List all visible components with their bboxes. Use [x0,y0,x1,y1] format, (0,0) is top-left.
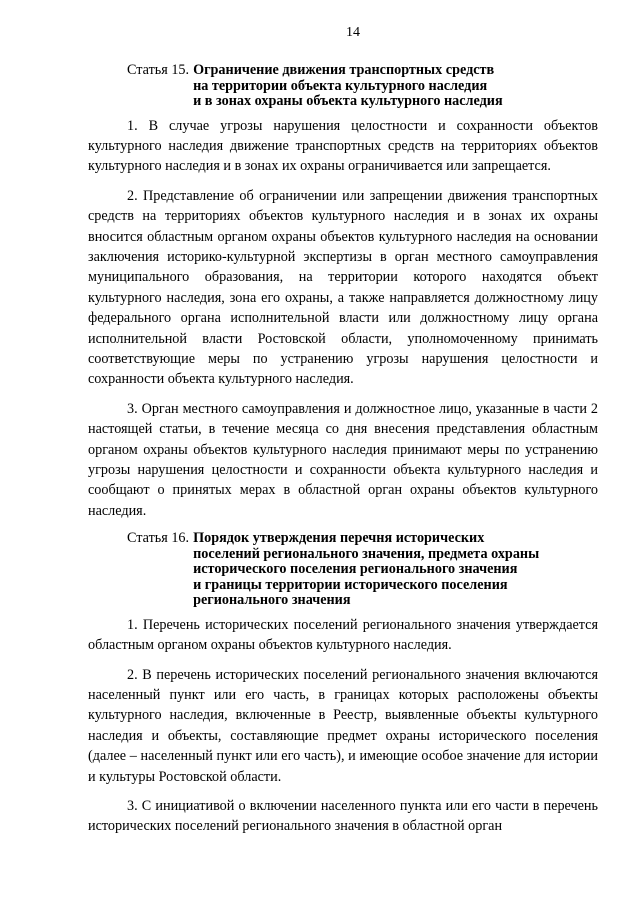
article-15-title [193,63,598,110]
article-16-heading [88,531,598,609]
article-16-title [193,531,598,609]
article-16-title-line: и границы территории исторического поселения [193,576,508,593]
article-16-title-line: Порядок утверждения перечня исторических [193,530,485,547]
page-number: 14 [346,25,360,40]
article-16-paragraph-1: 1. Перечень исторических поселений регионального значения утверждается областным органом охраны объектов культурного наследия. [88,616,598,654]
article-15-title-line: и в зонах охраны объекта культурного наследия [193,93,503,109]
article-16-title-line: регионального значения [193,592,351,609]
article-16-title-line: поселений регионального значения, предмета охраны [193,545,540,562]
article-15-paragraph-2: 2. Представление об ограничении или запрещении движения транспортных средств на территориях объектов культурного наследия и в зонах их охраны вносится областным органом охраны объектов культурного наследия на основании заключения историко-культурной экспертизы в орган местного самоуправления муниципального образования, на территории которого находятся объект культурного наследия, зона его охраны, а также направляется должностному лицу федерального органа исполнительной власти или должностному лицу органа исполнительной власти Ростовской области, уполномоченному принимать соответствующие меры по устранению угрозы нарушения целостности и сохранности объекта культурного наследия. [88,187,598,388]
article-16-title-line: исторического поселения регионального значения [193,561,518,578]
article-15-paragraph-1: 1. В случае угрозы нарушения целостности и сохранности объектов культурного наследия движение транспортных средств на территориях объектов культурного наследия и в зонах их охраны ограничивается или запрещается. [88,117,598,175]
article-16-paragraph-3: 3. С инициативой о включении населенного пункта или его части в перечень исторических поселений регионального значения в областной орган [88,797,598,835]
article-15-label: Статья 15. [127,62,190,78]
article-15-title-line: на территории объекта культурного наследия [193,77,488,94]
article-16-label: Статья 16. [127,530,190,547]
article-15-title-line: Ограничение движения транспортных средств [193,62,495,78]
article-15-heading [88,63,598,110]
article-16-paragraph-2: 2. В перечень исторических поселений регионального значения включаются населенный пункт или его часть, в границах которых расположены объекты культурного наследия, включенные в Реестр, выявленные объекты культурного наследия и объекты, составляющие предмет охраны исторического поселения (далее – населенный пункт или его часть), и имеющие особое значение для истории и культуры Ростовской области. [88,666,598,785]
article-15-paragraph-3: 3. Орган местного самоуправления и должностное лицо, указанные в части 2 настоящей статьи, в течение месяца со дня внесения представления областным органом охраны объектов культурного наследия принимают меры по устранению угрозы нарушения целостности и сохранности объекта культурного наследия и сообщают о принятых мерах в областной орган охраны объектов культурного наследия. [88,400,598,519]
